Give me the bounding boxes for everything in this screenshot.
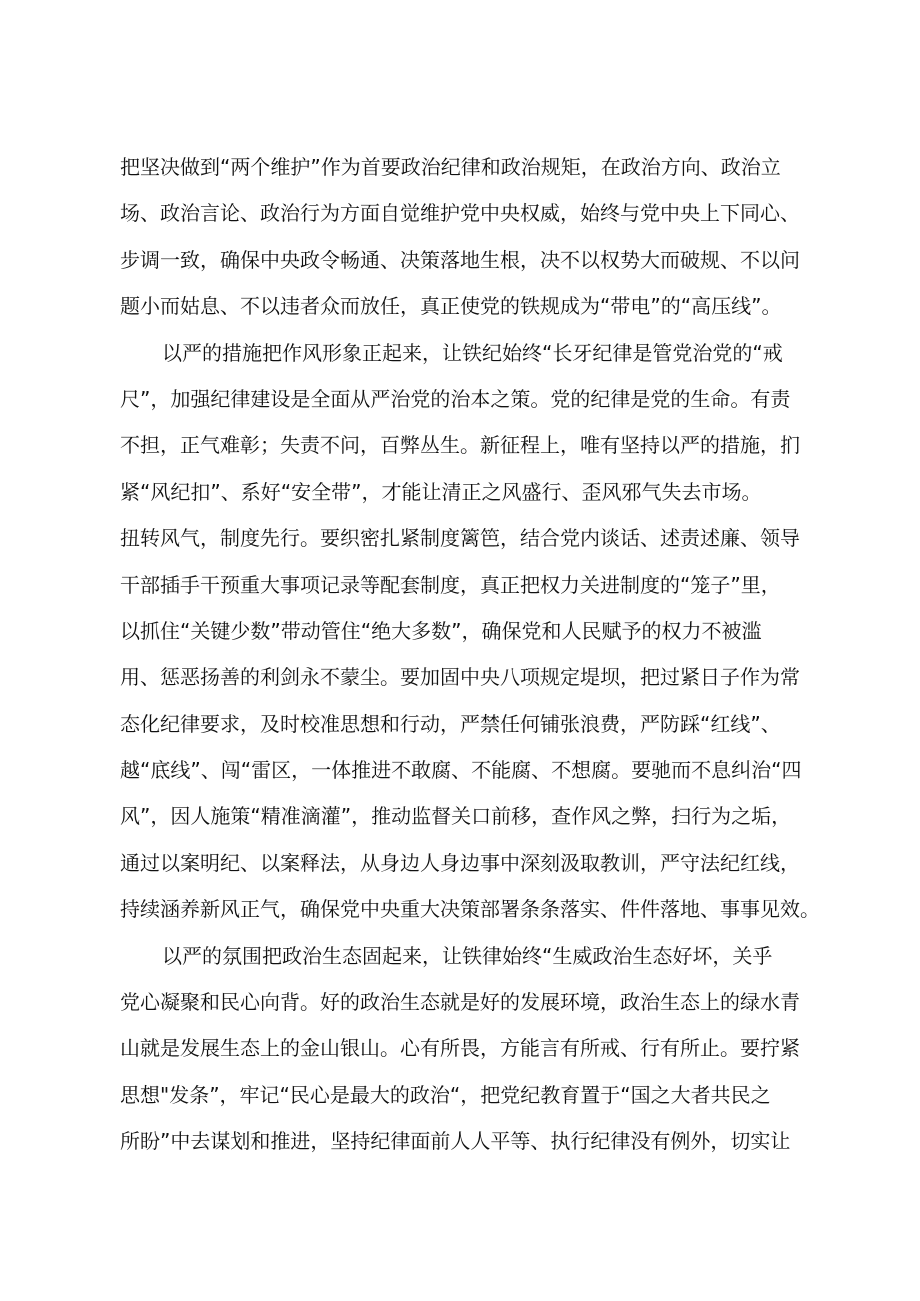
text-line: 持续涵养新风正气，确保党中央重大决策部署条条落实、件件落地、事事见效。 [120, 897, 820, 922]
text-line: 不担，正气难彰；失责不问，百弊丛生。新征程上，唯有坚持以严的措施，扪 [120, 433, 800, 458]
document-body [120, 144, 820, 1165]
text-line: 扭转风气，制度先行。要织密扎紧制度篱笆，结合党内谈话、述责述廉、领导 [120, 526, 800, 551]
text-line: 思想"发条”，牢记“民心是最大的政治“，把党纪教育置于“国之大者共民之 [120, 1082, 771, 1107]
paragraph-first-line: 以严的措施把作风形象正起来，让铁纪始终“长牙纪律是管党治党的“戒 [162, 340, 783, 365]
text-line: 党心凝聚和民心向背。好的政治生态就是好的发展环境，政治生态上的绿水青 [120, 990, 800, 1015]
paragraph-first-line: 以严的氛围把政治生态固起来，让铁律始终“生威政治生态好坏，关乎 [162, 943, 773, 968]
text-line: 用、惩恶扬善的利剑永不蒙尘。要加固中央八项规定堤坝，把过紧日子作为常 [120, 665, 800, 690]
text-line: 尺”，加强纪律建设是全面从严治党的治本之策。党的纪律是党的生命。有责 [120, 386, 791, 411]
text-line: 以抓住“关键少数”带动管住“绝大多数”，确保党和人民赋予的权力不被滥 [120, 618, 762, 643]
text-line: 越“底线”、闯“雷区，一体推进不敢腐、不能腐、不想腐。要驰而不息纠治“四 [120, 758, 802, 783]
text-line: 态化纪律要求，及时校准思想和行动，严禁任何铺张浪费，严防踩“红线”、 [120, 711, 781, 736]
text-line: 所盼”中去谋划和推进，坚持纪律面前人人平等、执行纪律没有例外，切实让 [120, 1129, 791, 1154]
text-line: 紧“风纪扣”、系好“安全带”，才能让清正之风盛行、歪风邪气失去市场。 [120, 479, 762, 504]
text-line: 把坚决做到“两个维护”作为首要政治纪律和政治规矩，在政治方向、政治立 [120, 155, 781, 179]
text-line: 干部插手干预重大事项记录等配套制度，真正把权力关进制度的“笼子”里， [120, 572, 781, 597]
text-line: 风”，因人施策“精准滴灌”，推动监督关口前移，查作风之弊，扫行为之垢， [120, 804, 792, 829]
text-line: 通过以案明纪、以案释法，从身边人身边事中深刻汲取教训，严守法纪红线， [120, 850, 800, 875]
text-line: 步调一致，确保中央政令畅通、决策落地生根，决不以权势大而破规、不以问 [120, 247, 800, 272]
text-line: 场、政治言论、政治行为方面自觉维护党中央权威，始终与党中央上下同心、 [120, 201, 800, 226]
text-line: 山就是发展生态上的金山银山。心有所畏，方能言有所戒、行有所止。要拧紧 [120, 1036, 800, 1061]
text-line: 题小而姑息、不以违者众而放任，真正使党的铁规成为“带电”的“高压线”。 [120, 294, 782, 319]
